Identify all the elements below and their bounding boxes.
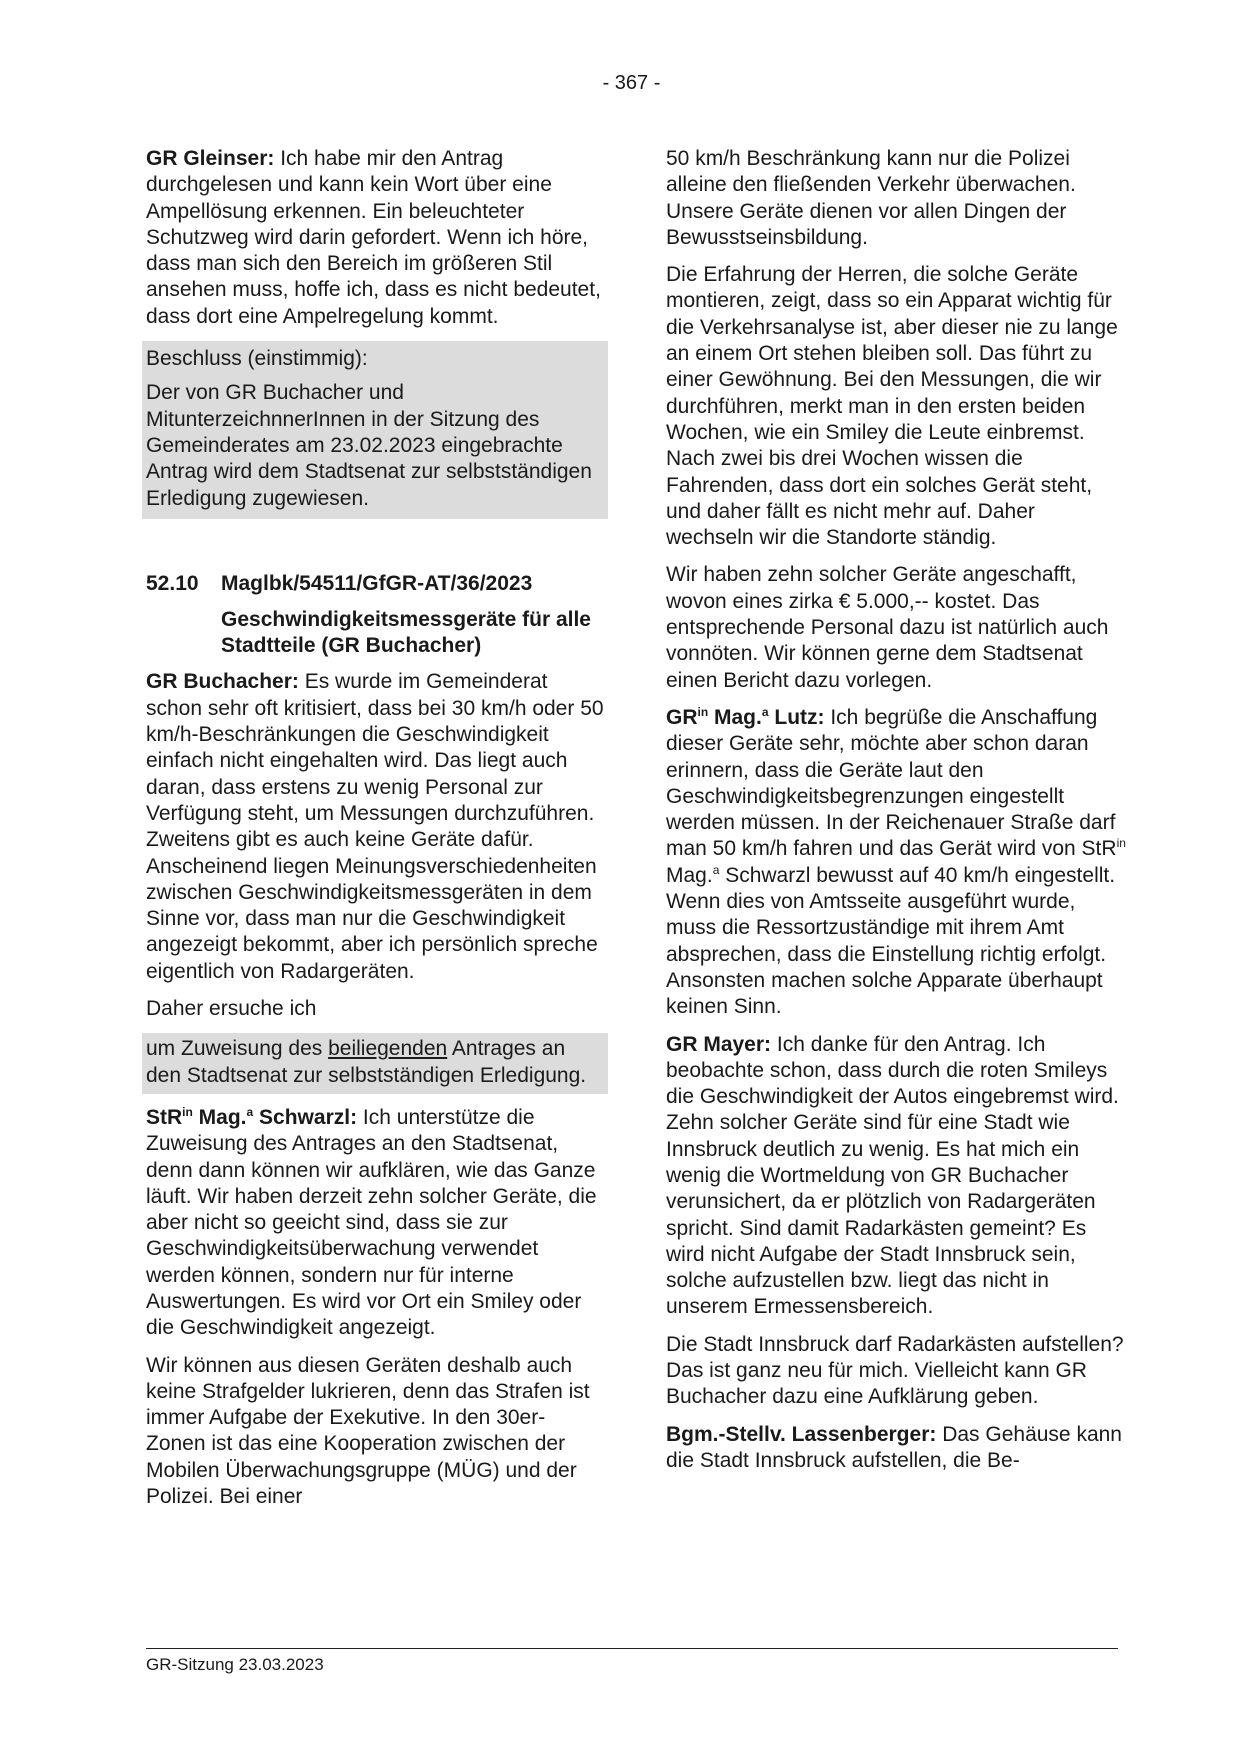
paragraph-mayer xyxy=(666,1032,1126,1321)
speaker-name: Bgm.-Stellv. Lassenberger: xyxy=(666,1422,937,1446)
paragraph-text: 50 km/h Beschränkung kann nur die Polizei alleine den fließenden Verkehr überwachen. Unsere Geräte dienen vor allen Dingen der Bewusstseinsbildung. xyxy=(666,147,1076,249)
speaker-name: StR$^{in}$ Mag.$^a$ Schwarzl: xyxy=(146,1104,358,1129)
speaker-name: GR Mayer: xyxy=(666,1032,772,1056)
speaker-name: GR Gleinser: xyxy=(146,147,275,170)
speaker-name: $GR^{in}$ Mag.$^a$ Lutz: xyxy=(666,704,825,729)
agenda-item-code: Maglbk/54511/GfGR-AT/36/2023 xyxy=(221,571,533,595)
paragraph-text: Das Gehäuse kann die Stadt Innsbruck aufstellen, die Be- xyxy=(666,1422,1122,1472)
footer-divider xyxy=(146,1648,1118,1649)
right-column xyxy=(666,146,1126,1485)
resolution-text: Der von GR Buchacher und MitunterzeichnnerInnen in der Sitzung des Gemeinderates am 23.02.2023 eingebrachte Antrag wird dem Stadtsenat zur selbstständigen Erledigung zugewiesen. xyxy=(146,381,592,510)
resolution-box xyxy=(142,341,608,519)
left-column xyxy=(146,146,604,1521)
paragraph-text: Die Erfahrung der Herren, die solche Geräte montieren, zeigt, dass so ein Apparat wichtig für die Verkehrsanalyse ist, aber dieser nie zu lange an einem Ort stehen bleiben soll. Das führt zu einer Gewöhnung. Bei den Messungen, die wir durchführen, merkt man in den ersten beiden Wochen, wie ein Smiley die Leute einbremst. Nach zwei bis drei Wochen wissen die Fahrenden, dass dort ein solches Gerät steht, und daher fällt es nicht mehr auf. Daher wechseln wir die Standorte ständig. xyxy=(666,263,1118,550)
agenda-item-title: Geschwindigkeitsmessgeräte für alle Stadtteile (GR Buchacher) xyxy=(221,607,591,658)
resolution-label: Beschluss (einstimmig): xyxy=(146,347,368,371)
page-number: - 367 - xyxy=(602,72,661,94)
request-text-part: Antrages an den Stadtsenat zur selbstständigen Erledigung. xyxy=(146,1037,587,1087)
request-text xyxy=(146,1033,604,1094)
paragraph-schwarzl xyxy=(146,1105,604,1342)
paragraph-lassenberger xyxy=(666,1422,1126,1475)
agenda-item-heading xyxy=(146,571,604,597)
speaker-name: GR Buchacher: xyxy=(146,670,299,694)
paragraph-text: Es wurde im Gemeinderat schon sehr oft kritisiert, dass bei 30 km/h oder 50 km/h-Beschränkungen die Geschwindigkeit einfach nicht eingehalten wird. Das liegt auch daran, dass erstens zu wenig Personal zur Verfügung steht, um Messungen durchzuführen. Zweitens gibt es auch keine Geräte dafür. Anscheinend liegen Meinungsverschiedenheiten zwischen Geschwindigkeitsmessgeräten in dem Sinne vor, dass man nur die Geschwindigkeit angezeigt bekommt, aber ich persönlich spreche eigentlich von Radargeräten. xyxy=(146,670,604,983)
paragraph-text: Ich unterstütze die Zuweisung des Antrages an den Stadtsenat, denn dann können wir aufklären, wie das Ganze läuft. Wir haben derzeit zehn solcher Geräte, die aber nicht so geeicht sind, dass sie zur Geschwindigkeitsüberwachung verwendet werden können, sondern nur für interne Auswertungen. Es wird vor Ort ein Smiley oder die Geschwindigkeit angezeigt. xyxy=(146,1105,597,1340)
request-underlined: beiliegenden xyxy=(328,1037,448,1061)
paragraph-text: Wir haben zehn solcher Geräte angeschafft, wovon eines zirka € 5.000,-- kostet. Das entsprechende Personal dazu ist natürlich auch vonnöten. Wir können gerne dem Stadtsenat einen Bericht dazu vorlegen. xyxy=(666,563,1109,692)
paragraph-text: Wir können aus diesen Geräten deshalb auch keine Strafgelder lukrieren, denn das Strafen ist immer Aufgabe der Exekutive. In den 30er-Zonen ist das eine Kooperation zwischen der Mobilen Überwachungsgruppe (MÜG) und der Polizei. Bei einer xyxy=(146,1353,590,1509)
paragraph-text: Ich danke für den Antrag. Ich beobachte schon, dass durch die roten Smileys die Geschwindigkeit der Autos eingebremst wird. Zehn solcher Geräte sind für eine Stadt wie Innsbruck deutlich zu wenig. Es hat mich ein wenig die Wortmeldung von GR Buchacher verunsichert, da er plötzlich von Radargeräten spricht. Sind damit Radarkästen gemeint? Es wird nicht Aufgabe der Stadt Innsbruck sein, solche aufzustellen bzw. liegt das nicht in unserem Ermessensbereich. xyxy=(666,1032,1119,1319)
paragraph-text: Die Stadt Innsbruck darf Radarkästen aufstellen? Das ist ganz neu für mich. Vielleicht kann GR Buchacher dazu eine Aufklärung geben. xyxy=(666,1332,1124,1409)
paragraph-request-intro: Daher ersuche ich xyxy=(146,997,317,1021)
paragraph-buchacher xyxy=(146,669,604,985)
paragraph-text: Ich begrüße die Anschaffung dieser Geräte sehr, möchte aber schon daran erinnern, dass die Geräte laut den Geschwindigkeitsbegrenzungen eingestellt werden müssen. In der Reichenauer Straße darf man 50 km/h fahren und das Gerät wird von StR$^{in}$ Mag.$^a$ Schwarzl bewusst auf 40 km/h eingestellt. Wenn dies von Amtsseite ausgeführt wurde, muss die Ressortzuständige mit ihrem Amt absprechen, dass die Einstellung richtig erfolgt. Ansonsten machen solche Apparate überhaupt keinen Sinn. xyxy=(666,705,1126,1019)
request-box xyxy=(142,1033,608,1094)
request-text-part: um Zuweisung des xyxy=(146,1037,329,1061)
paragraph-text: Ich habe mir den Antrag durchgelesen und kann kein Wort über eine Ampellösung erkennen. Ein beleuchteter Schutzweg wird darin gefordert. Wenn ich höre, dass man sich den Bereich im größeren Stil ansehen muss, hoffe ich, dass es nicht bedeutet, dass dort eine Ampelregelung kommt. xyxy=(146,147,601,328)
paragraph-gleinser xyxy=(146,146,604,330)
paragraph-lutz xyxy=(666,705,1126,1021)
footer-text: GR-Sitzung 23.03.2023 xyxy=(146,1655,324,1674)
agenda-item-number: 52.10 xyxy=(146,571,199,595)
